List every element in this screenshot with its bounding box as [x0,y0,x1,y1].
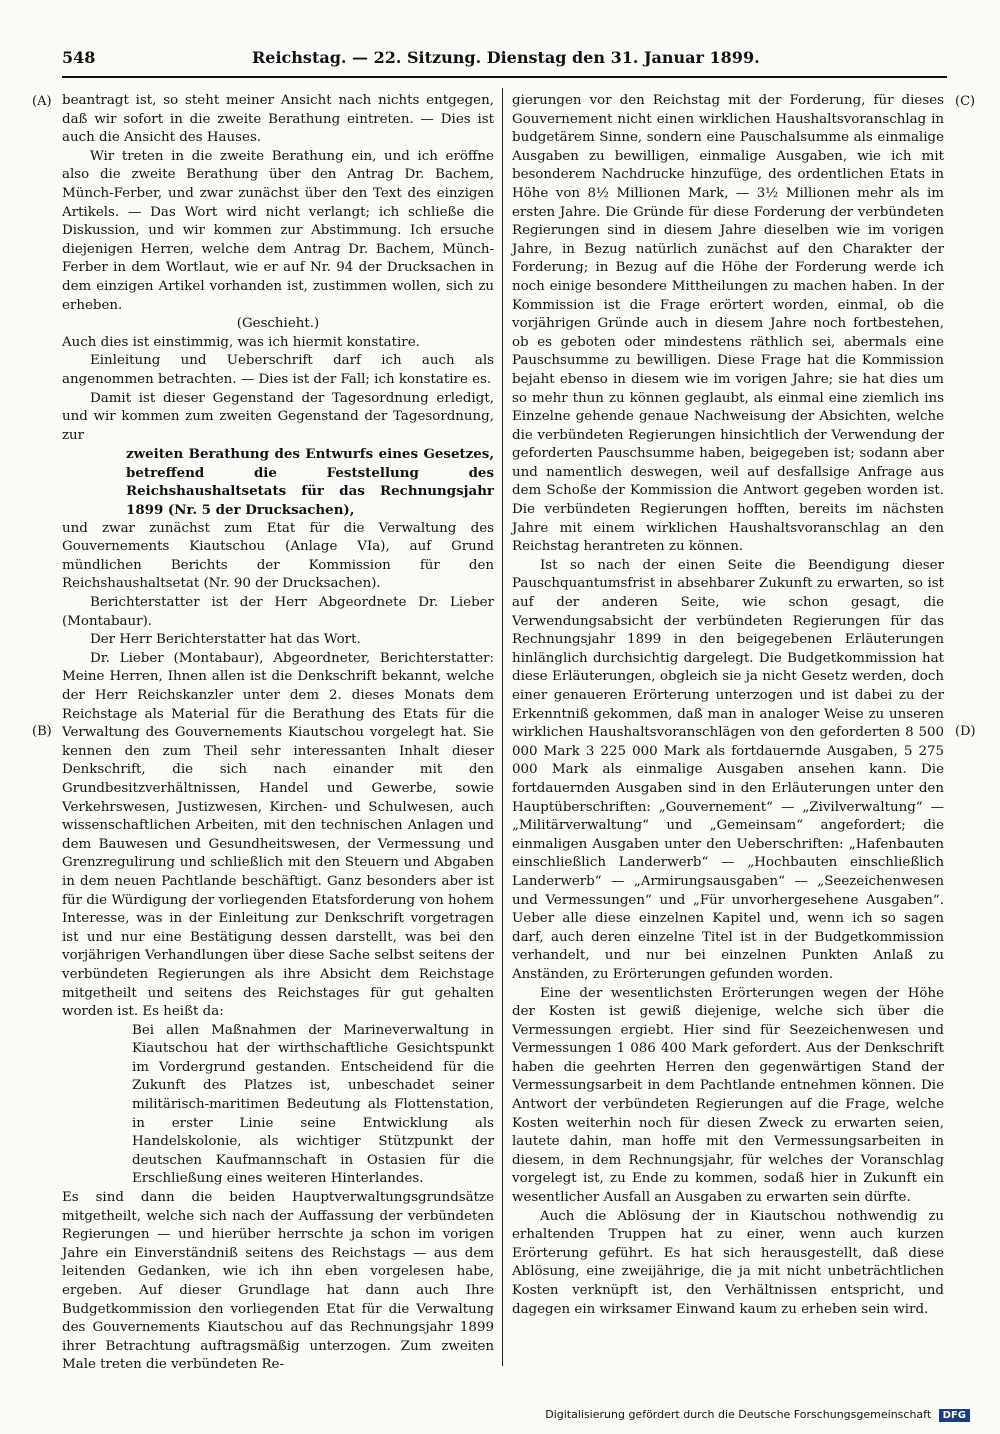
paragraph: Eine der wesentlichsten Erörterungen wegen der Höhe der Kosten ist gewiß diejenige, welche sich über die Vermessungen ergiebt. Hier sind für Seezeichenwesen und Vermessungen 1 086 400 Mark gefordert. Aus der Denkschrift haben die geehrten Herren den gegenwärtigen Stand der Vermessungsarbeit in dem Pachtlande entnehmen können. Die Antwort der verbündeten Regierungen auf die Frage, welche Kosten weiterhin noch für diesen Zweck zu erwarten seien, lautete dahin, man hoffe mit den Vermessungsarbeiten in diesem, in dem Rechnungsjahr, für welches der Voranschlag vorgelegt ist, zu Ende zu kommen, sodaß hier in Zukunft ein wesentlicher Ausfall an Ausgaben zu erwarten sein dürfte. [512,985,944,1206]
paragraph: Wir treten in die zweite Berathung ein, und ich eröffne also die zweite Berathung über den Antrag Dr. Bachem, Münch-Ferber, und zwar zunächst über den Text des einzigen Artikels. — Das Wort wird nicht verlangt; ich schließe die Diskussion, und wir kommen zur Abstimmung. Ich ersuche diejenigen Herren, welche dem Antrag Dr. Bachem, Münch-Ferber in dem Wortlaut, wie er auf Nr. 94 der Drucksachen in dem einzigen Artikel vorhanden ist, zustimmen wollen, sich zu erheben. [62,148,494,313]
stage-direction: (Geschieht.) [236,316,320,332]
right-column [512,92,944,1319]
column-divider [502,88,503,1366]
running-title: Reichstag. — 22. Sitzung. Dienstag den 31. Januar 1899. [252,48,760,67]
paragraph: gierungen vor den Reichstag mit der Forderung, für dieses Gouvernement nicht einen wirklichen Haushaltsvoranschlag in budgetärem Sinne, sondern eine Pauschalsumme als einmalige Ausgaben zu bewilligen, einmalige Ausgaben, wie ich mit besonderem Nachdrucke hinzufüge, des ordentlichen Etats in Höhe von 8½ Millionen Mark, — 3½ Millionen mehr als im ersten Jahre. Die Gründe für diese Forderung der verbündeten Regierungen sind in diesem Jahre dieselben wie im vorigen Jahre, in Bezug natürlich zunächst auf den Charakter der Forderung; in Bezug auf die Höhe der Forderung werde ich noch einige besondere Mittheilungen zu machen haben. In der Kommission ist die Frage erörtert worden, einmal, ob die vorjährigen Gründe auch in diesem Jahre noch fortbestehen, ob es geboten oder mindestens räthlich sei, abermals eine Pauschsumme zu bewilligen. Diese Frage hat die Kommission bejaht ebenso in diesem wie im vorigen Jahre; sie hat dies um so mehr thun zu können geglaubt, als einmal eine ziemlich ins Einzelne gehende genaue Nachweisung der Absichten, welche die verbündeten Regierungen hinsichtlich der Verwendung der geforderten Pauschsumme haben, beigegeben ist; sodann aber und namentlich deswegen, weil auf desfallsige Anfrage aus dem Schoße der Kommission die Antwort gegeben worden ist. Die verbündeten Regierungen hofften, bereits im nächsten Jahre mit einem wirklichen Haushaltsvoranschlag an den Reichstag herantreten zu können. [512,93,944,555]
paragraph: und zwar zunächst zum Etat für die Verwaltung des Gouvernements Kiautschou (Anlage VIa), auf Grund mündlichen Berichts der Kommission für den Reichshaushaltsetat (Nr. 90 der Drucksachen). [62,520,494,592]
paragraph: beantragt ist, so steht meiner Ansicht nach nichts entgegen, daß wir sofort in die zweite Berathung eintreten. — Dies ist auch die Ansicht des Hauses. [62,93,494,146]
speech: Dr. Lieber (Montabaur), Abgeordneter, Berichterstatter: Meine Herren, Ihnen allen ist die Denkschrift bekannt, welche der Herr Reichskanzler unter dem 2. dieses Monats dem Reichstage als Material für die Berathung des Etats für die Verwaltung des Gouvernements Kiautschou vorgelegt hat. Sie kennen den zum Theil sehr interessanten Inhalt dieser Denkschrift, die sich nach einander mit den Grundbesitzverhältnissen, Handel und Gewerbe, sowie Verkehrswesen, Justizwesen, Kirchen- und Schulwesen, auch wissenschaftlichen Arbeiten, mit den technischen Anlagen und dem Bauwesen und Gesundheitswesen, der Vermessung und Grenzregulirung und schließlich mit den Steuern und Abgaben in dem neuen Pachtlande beschäftigt. Ganz besonders aber ist für die Würdigung der vorliegenden Etatsforderung von hohem Interesse, was in der Einleitung zur Denkschrift vorgetragen ist und nur eine Bestätigung dessen darstellt, was bei den vorjährigen Verhandlungen über diese Sache selbst seitens der verbündeten Regierungen als ihre Absicht dem Reichstage mitgetheilt und seitens des Reichstages für gut gehalten worden ist. Es heißt da: [62,650,494,1020]
margin-marker-b: (B) [32,724,52,739]
page-number: 548 [62,48,96,67]
paragraph: Damit ist dieser Gegenstand der Tagesordnung erledigt, und wir kommen zum zweiten Gegenstand der Tagesordnung, zur [62,390,494,443]
paragraph: Einleitung und Ueberschrift darf ich auch als angenommen betrachten. — Dies ist der Fall; ich konstatire es. [62,353,494,387]
paragraph: Berichterstatter ist der Herr Abgeordnete Dr. Lieber (Montabaur). [62,595,494,629]
footer-credit [545,1408,970,1422]
page-header [62,48,942,72]
block-quote: Bei allen Maßnahmen der Marineverwaltung in Kiautschou hat der wirthschaftliche Gesichtspunkt im Vordergrund gestanden. Entscheidend für die Zukunft des Platzes ist, unbeschadet seiner militärisch-maritimen Bedeutung als Flottenstation, in erster Linie seine Entwicklung als Handelskolonie, als wichtiger Stützpunkt der deutschen Kaufmannschaft in Ostasien für die Erschließung eines weiteren Hinterlandes. [132,1022,494,1187]
paragraph: Auch dies ist einstimmig, was ich hiermit konstatire. [62,334,420,350]
margin-marker-d: (D) [955,724,976,739]
agenda-item-heading: zweiten Berathung des Entwurfs eines Gesetzes, betreffend die Feststellung des Reichshaushaltsetats für das Rechnungsjahr 1899 (Nr. 5 der Drucksachen), [126,446,494,519]
paragraph: Ist so nach der einen Seite die Beendigung dieser Pauschquantumsfrist in absehbarer Zukunft zu erwarten, so ist auf der anderen Seite, wie schon gesagt, die Verwendungsabsicht der verbündeten Regierungen für das Rechnungsjahr 1899 in den beigegebenen Erläuterungen hinlänglich durchsichtig dargelegt. Die Budgetkommission hat diese Erläuterungen, obgleich sie ja nicht Gesetz werden, doch einer genaueren Erörterung unterzogen und ist dabei zu der Erkenntniß gekommen, daß man in analoger Weise zu unseren wirklichen Haushaltsvoranschlägen von den geforderten 8 500 000 Mark 3 225 000 Mark als fortdauernde Ausgaben, 5 275 000 Mark als einmalige Ausgaben ansehen kann. Die fortdauernden Ausgaben sind in den Erläuterungen unter den Hauptüberschriften: „Gouvernement“ — „Zivilverwaltung“ — „Militärverwaltung“ und „Gemeinsam“ angefordert; die einmaligen Ausgaben unter den Ueberschriften: „Hafenbauten einschließlich Landerwerb“ — „Hochbauten einschließlich Landerwerb“ — „Armirungsausgaben“ — „Seezeichenwesen und Vermessungen“ und „Für unvorhergesehene Ausgaben“. Ueber alle diese einzelnen Kapitel und, wenn ich so sagen darf, auch deren einzelne Titel ist in der Budgetkommission verhandelt, und nur bei einzelnen Punkten Anlaß zu Anständen, zu Erörterungen gefunden worden. [512,557,944,982]
dfg-logo: DFG [939,1409,970,1422]
left-column [62,92,494,1375]
header-rule [62,76,947,78]
paragraph: Auch die Ablösung der in Kiautschou nothwendig zu erhaltenden Truppen hat zu einer, wenn auch kurzen Erörterung geführt. Es hat sich herausgestellt, daß diese Ablösung, eine zweijährige, die ja mit nicht unbeträchtlichen Kosten verknüpft ist, den Verhältnissen entspricht, und dagegen ein wirksamer Einwand kaum zu erheben sein wird. [512,1208,944,1317]
margin-marker-c: (C) [955,94,976,109]
margin-marker-a: (A) [32,94,52,109]
footer-text: Digitalisierung gefördert durch die Deutsche Forschungsgemeinschaft [545,1408,932,1421]
paragraph: Es sind dann die beiden Hauptverwaltungsgrundsätze mitgetheilt, welche sich nach der Auffassung der verbündeten Regierungen — und hierüber herrschte ja schon im vorigen Jahre ein Einverständniß seitens des Reichstags — aus dem leitenden Gedanken, wie ich ihn eben vorgelesen habe, ergeben. Auf dieser Grundlage hat dann auch Ihre Budgetkommission den vorliegenden Etat für die Verwaltung des Gouvernements Kiautschou auf das Rechnungsjahr 1899 ihrer Betrachtung auftragsmäßig unterzogen. Zum zweiten Male treten die verbündeten Re- [62,1190,494,1373]
paragraph: Der Herr Berichterstatter hat das Wort. [90,632,361,648]
